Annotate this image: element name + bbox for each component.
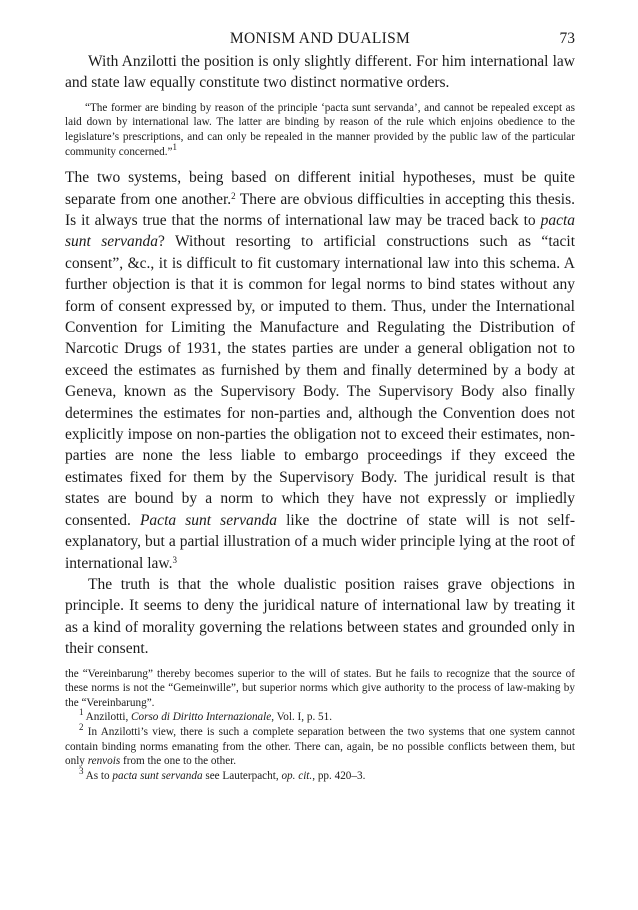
footnote-ref-3: 3 [172, 554, 177, 565]
footnotes [65, 667, 575, 784]
main-text [65, 51, 575, 783]
text-run: In Anzilotti’s view, there is such a complete separation between the two systems that one system cannot contain binding norms emanating from the other. There can, again, be no possible conflicts between them, but only [65, 725, 575, 768]
text-run: , pp. 420–3. [312, 769, 366, 782]
paragraph-truth: The truth is that the whole dualistic position raises grave objections in principle. It seems to deny the juridical nature of international law by treating it as a kind of morality governing the relations between states and grounded only in their consent. [65, 575, 575, 658]
paragraph-two-systems [65, 167, 575, 574]
footnote-mark: 1 [79, 707, 84, 718]
quote-text: “The former are binding by reason of the principle ‘pacta sunt servanda’, and cannot be repealed except as laid down by international law. The latter are binding by reason of the rule which enjoins obedience to the legislature’s prescriptions, and can only be repealed in the manner provided by the public law of the particular community concerned.” [65, 101, 575, 158]
text-run: ? Without resorting to artificial constructions such as “tacit consent”, &c., it is difficult to fit customary international law into this schema. A further objection is that it is common for legal norms to bind states without any form of consent expressed by, or imputed to them. Thus, under the International Convention for Limiting the Manufacture and Regulating the Distribution of Narcotic Drugs of 1931, the states parties are under a general obligation not to exceed the estimates as furnished by them and finally determined by a body at Geneva, known as the Supervisory Body. The Supervisory Body also finally determines the estimates for non-parties and, although the Convention does not explicitly impose on non-parties the obligation not to exceed their estimates, non-parties are none the less liable to embargo proceedings if they exceed the estimates fixed for them by the Supervisory Body. The juridical result is that states are bound by a norm to which they have not expressly or impliedly consented. [65, 233, 575, 529]
running-title: MONISM AND DUALISM [229, 30, 411, 47]
footnote-1 [65, 707, 575, 725]
italic-phrase: Corso di Diritto Internazionale [131, 711, 272, 724]
footnote-mark: 2 [79, 721, 84, 732]
text-run: , Vol. I, p. 51. [271, 711, 333, 724]
text-run: The two systems, being based on different initial hypotheses, must be quite separate from one another. [65, 169, 575, 208]
footnote-ref-2: 2 [231, 190, 236, 201]
italic-phrase: renvois [87, 755, 121, 768]
text-run: see Lauterpacht, [202, 769, 282, 782]
footnote-3 [65, 765, 575, 784]
italic-phrase: pacta sunt servanda [65, 212, 575, 251]
italic-phrase: op. cit. [281, 769, 313, 782]
footnote-mark: 3 [79, 765, 84, 776]
text-run: from the one to the other. [120, 755, 237, 768]
text-run: As to [83, 769, 113, 782]
paragraph-anzilotti: With Anzilotti the position is only slightly different. For him international law and state law equally constitute two distinct normative orders. [65, 53, 575, 92]
text-run: Anzilotti, [83, 711, 132, 724]
italic-phrase: pacta sunt servanda [112, 769, 203, 782]
italic-phrase: Pacta sunt servanda [139, 511, 277, 529]
footnote-2 [65, 721, 575, 769]
footnote-continued: the “Vereinbarung” thereby becomes superior to the will of states. But he fails to recognize that the source of these norms is not the “Gemeinwille”, but superior norms which give authority to the process of law-making by the “Vereinbarung”. [65, 667, 575, 709]
block-quote [65, 101, 575, 159]
page-number: 73 [559, 30, 575, 47]
footnote-ref-1: 1 [172, 141, 177, 152]
text-run: like the doctrine of state will is not self-explanatory, but a partial illustration of a much wider principle lying at the root of international law. [65, 511, 576, 572]
text-run: There are obvious difficulties in accepting this thesis. Is it always true that the norms of international law may be traced back to [65, 190, 576, 229]
